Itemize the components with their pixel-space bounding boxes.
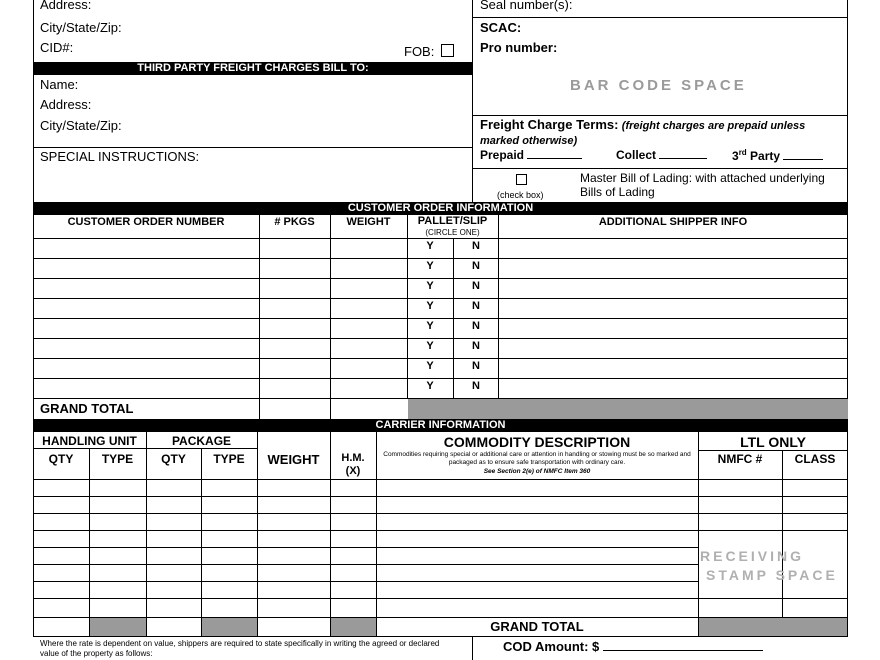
third-party-name-label: Name: — [40, 77, 79, 92]
carrier-total-shade-ltl — [699, 618, 847, 636]
handling-unit-header: HANDLING UNIT — [42, 434, 137, 448]
commodity-ref: See Section 2(e) of NMFC Item 360 — [483, 468, 591, 475]
commodity-note: Commodities requiring special or additional care or attention in handling or stowing must be so marked and packaged as to ensure safe transportation with ordinary care. — [383, 451, 691, 466]
order-line-7 — [33, 378, 848, 379]
carrier-total-shade-hm — [331, 618, 376, 636]
carrier-vl-3 — [201, 448, 202, 637]
order-vl-5 — [498, 215, 499, 398]
row7-y[interactable]: Y — [426, 360, 434, 372]
row8-y[interactable]: Y — [426, 380, 434, 392]
commodity-header: COMMODITY DESCRIPTION — [443, 434, 631, 450]
frame-middle — [472, 0, 473, 202]
scac-label: SCAC: — [480, 20, 522, 35]
row4-y[interactable]: Y — [426, 300, 434, 312]
divider-special — [33, 147, 473, 148]
row4-n[interactable]: N — [472, 300, 480, 312]
master-bol-checkbox[interactable] — [516, 174, 527, 185]
order-line-h — [33, 238, 848, 239]
carrier-row-0 — [33, 479, 848, 480]
order-line-4 — [33, 318, 848, 319]
row2-n[interactable]: N — [472, 260, 480, 272]
order-line-5 — [33, 338, 848, 339]
carrier-row-3 — [33, 530, 848, 531]
hu-type-header: TYPE — [101, 452, 134, 466]
third-party-sup: rd — [738, 148, 747, 157]
receiving-stamp-line2: STAMP SPACE — [706, 567, 838, 583]
third-party-field[interactable] — [732, 148, 823, 163]
order-line-2 — [33, 278, 848, 279]
receiving-stamp-line1: RECEIVING — [700, 548, 805, 564]
carrier-vl-1 — [89, 448, 90, 637]
row1-n[interactable]: N — [472, 240, 480, 252]
carrier-vl-6 — [376, 432, 377, 637]
freight-terms-note: (freight charges are prepaid unless marked otherwise) — [480, 120, 806, 147]
row3-n[interactable]: N — [472, 280, 480, 292]
carrier-total-shade-hu-type — [90, 618, 146, 636]
pro-number-label: Pro number: — [480, 40, 558, 55]
carrier-row-5 — [33, 564, 698, 565]
ltl-only-header: LTL ONLY — [740, 434, 806, 450]
prepaid-label: Prepaid — [480, 148, 525, 162]
pkg-type-header: TYPE — [213, 452, 245, 466]
carrier-row-4 — [33, 547, 698, 548]
carrier-row-1 — [33, 496, 848, 497]
row7-n[interactable]: N — [472, 360, 480, 372]
ship-from-city-label: City/State/Zip: — [40, 20, 122, 35]
carrier-weight-header: WEIGHT — [267, 452, 320, 467]
col-customer-order-number: CUSTOMER ORDER NUMBER — [67, 216, 225, 228]
row8-n[interactable]: N — [472, 380, 480, 392]
ship-from-cid-label: CID#: — [40, 40, 74, 55]
row6-y[interactable]: Y — [426, 340, 434, 352]
row6-n[interactable]: N — [472, 340, 480, 352]
col-weight: WEIGHT — [346, 216, 391, 228]
freight-terms-title: Freight Charge Terms: — [480, 117, 619, 132]
carrier-row-7 — [33, 598, 848, 599]
hu-qty-header: QTY — [48, 452, 74, 466]
row1-y[interactable]: Y — [426, 240, 434, 252]
special-instructions-label: SPECIAL INSTRUCTIONS: — [40, 149, 200, 164]
carrier-row-6 — [33, 581, 698, 582]
order-line-3 — [33, 298, 848, 299]
hm-x-header: (X) — [345, 465, 361, 477]
third-party-city-label: City/State/Zip: — [40, 118, 122, 133]
order-line-1 — [33, 258, 848, 259]
carrier-row-2 — [33, 513, 848, 514]
freight-terms — [480, 118, 840, 148]
check-box-label: (check box) — [497, 190, 544, 200]
declared-value-note: Where the rate is dependent on value, shippers are required to state specifically in writing the agreed or declared value of the property as follows: — [40, 639, 440, 658]
customer-order-header: CUSTOMER ORDER INFORMATION — [33, 202, 848, 215]
carrier-grand-total-label: GRAND TOTAL — [490, 619, 584, 634]
divider-seal — [472, 17, 848, 18]
third-party-num: 3 — [732, 149, 739, 163]
divider-master-bol — [472, 168, 848, 169]
fob-label: FOB: — [404, 44, 435, 59]
ship-from-address-label: Address: — [40, 0, 92, 12]
barcode-space: BAR CODE SPACE — [570, 77, 747, 94]
carrier-info-header: CARRIER INFORMATION — [33, 419, 848, 432]
row2-y[interactable]: Y — [426, 260, 434, 272]
order-vl-1 — [259, 215, 260, 419]
col-additional-shipper-info: ADDITIONAL SHIPPER INFO — [598, 216, 748, 228]
cod-amount-field[interactable] — [503, 639, 763, 654]
fob-checkbox[interactable] — [441, 44, 454, 57]
collect-field[interactable] — [616, 148, 707, 162]
master-bol-text: Master Bill of Lading: with attached underlying Bills of Lading — [580, 171, 825, 199]
seal-number-label: Seal number(s): — [480, 0, 573, 12]
order-vl-2 — [330, 215, 331, 419]
cod-amount-label: COD Amount: $ — [503, 639, 600, 654]
row5-y[interactable]: Y — [426, 320, 434, 332]
col-pallet-slip: PALLET/SLIP — [417, 215, 488, 227]
carrier-subhead-line — [33, 448, 257, 449]
ltl-line — [698, 450, 848, 451]
third-party-header: THIRD PARTY FREIGHT CHARGES BILL TO: — [33, 62, 473, 75]
order-grand-total-shaded — [408, 399, 848, 419]
hm-header: H.M. — [341, 452, 365, 464]
circle-one-note: (CIRCLE ONE) — [425, 228, 480, 237]
col-pkgs: # PKGS — [274, 216, 315, 228]
divider-freight-terms — [472, 115, 848, 116]
collect-label: Collect — [616, 148, 657, 162]
order-line-6 — [33, 358, 848, 359]
carrier-row-9 — [33, 636, 848, 637]
package-header: PACKAGE — [171, 434, 232, 448]
order-grand-total-label: GRAND TOTAL — [40, 401, 134, 416]
nmfc-header: NMFC # — [717, 452, 763, 466]
third-party-rest: Party — [746, 149, 781, 163]
row3-y[interactable]: Y — [426, 280, 434, 292]
third-party-address-label: Address: — [40, 97, 92, 112]
carrier-total-shade-pkg-type — [202, 618, 257, 636]
row5-n[interactable]: N — [472, 320, 480, 332]
footer-vl — [472, 636, 473, 660]
pkg-qty-header: QTY — [161, 452, 186, 466]
prepaid-field[interactable] — [480, 148, 582, 162]
class-header: CLASS — [794, 452, 836, 466]
